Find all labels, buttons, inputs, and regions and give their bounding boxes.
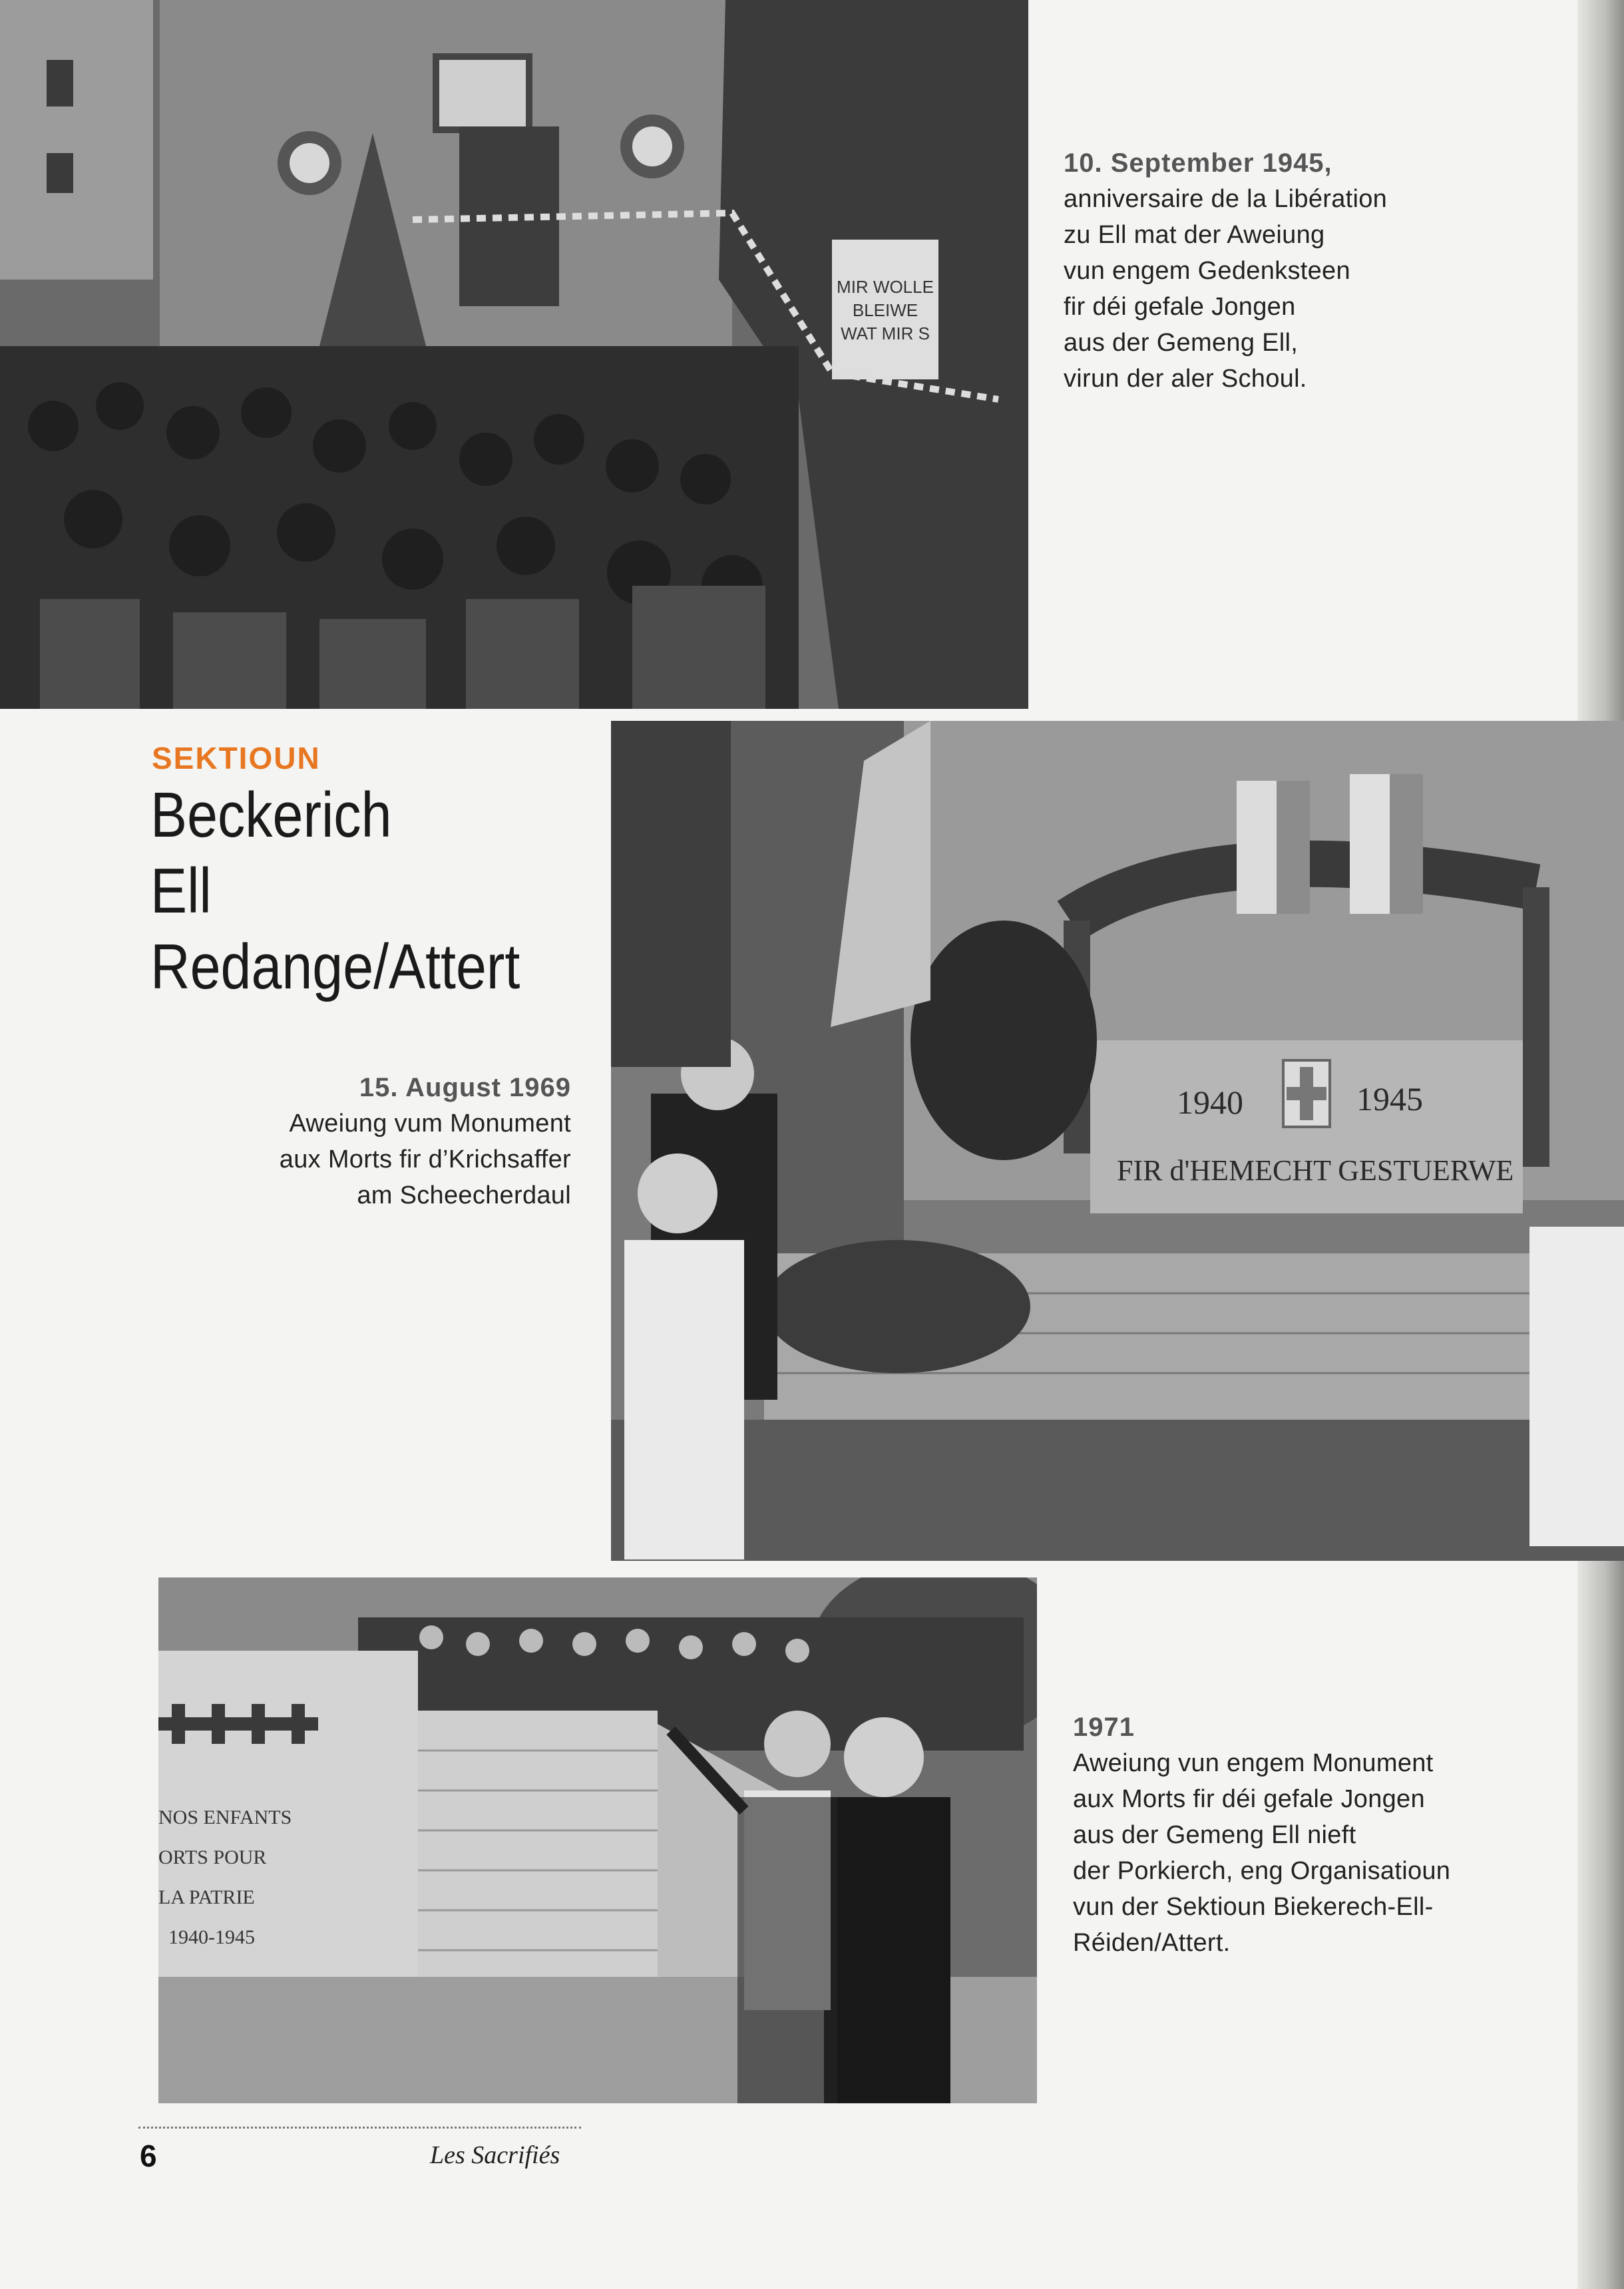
caption-line: aux Morts fir déi gefale Jongen bbox=[1073, 1785, 1425, 1813]
svg-text:LA PATRIE: LA PATRIE bbox=[158, 1886, 255, 1908]
caption-line: virun der aler Schoul. bbox=[1064, 365, 1307, 393]
caption-line: aus der Gemeng Ell nieft bbox=[1073, 1821, 1356, 1849]
svg-text:WAT MIR S: WAT MIR S bbox=[841, 323, 930, 343]
section-title-line: Ell bbox=[150, 855, 212, 927]
caption-date: 15. August 1969 bbox=[359, 1073, 571, 1102]
section-title-line: Beckerich bbox=[150, 779, 392, 851]
photo-1945-ceremony bbox=[0, 0, 1028, 709]
caption-line: fir déi gefale Jongen bbox=[1064, 293, 1296, 321]
caption-line: vun der Sektioun Biekerech-Ell- bbox=[1073, 1893, 1434, 1921]
caption-date: 1971 bbox=[1073, 1713, 1135, 1742]
caption-line: Aweiung vum Monument bbox=[289, 1110, 571, 1138]
footer-rule bbox=[138, 2127, 581, 2129]
section-title-line: Redange/Attert bbox=[150, 931, 520, 1002]
svg-text:1945: 1945 bbox=[1356, 1080, 1423, 1118]
svg-text:NOS ENFANTS: NOS ENFANTS bbox=[158, 1806, 292, 1828]
svg-text:1940: 1940 bbox=[1177, 1084, 1243, 1121]
caption-1969 bbox=[160, 1070, 571, 1213]
monument-inscription: FIR d'HEMECHT GESTUERWE bbox=[1117, 1154, 1514, 1187]
publication-title: Les Sacrifiés bbox=[430, 2141, 560, 2169]
caption-date: 10. September 1945, bbox=[1064, 148, 1332, 178]
svg-text:1940-1945: 1940-1945 bbox=[168, 1926, 255, 1948]
caption-line: aus der Gemeng Ell, bbox=[1064, 329, 1299, 357]
section-label: SEKTIOUN bbox=[152, 741, 321, 775]
caption-line: vun engem Gedenksteen bbox=[1064, 257, 1350, 285]
svg-text:ORTS POUR: ORTS POUR bbox=[158, 1846, 267, 1868]
caption-line: Réiden/Attert. bbox=[1073, 1929, 1231, 1957]
svg-text:BLEIWE: BLEIWE bbox=[852, 300, 918, 320]
page-number: 6 bbox=[140, 2139, 157, 2173]
caption-line: zu Ell mat der Aweiung bbox=[1064, 221, 1325, 249]
photo-1971-monument bbox=[158, 1577, 1037, 2103]
caption-line: am Scheecherdaul bbox=[357, 1181, 571, 1209]
caption-1971 bbox=[1073, 1709, 1552, 1961]
caption-line: der Porkierch, eng Organisatioun bbox=[1073, 1857, 1451, 1885]
section-title bbox=[150, 777, 540, 1005]
caption-line: Aweiung vun engem Monument bbox=[1073, 1749, 1434, 1777]
caption-line: anniversaire de la Libération bbox=[1064, 185, 1388, 213]
caption-line: aux Morts fir d’Krichsaffer bbox=[279, 1145, 571, 1173]
svg-text:MIR WOLLE: MIR WOLLE bbox=[837, 277, 934, 297]
photo-1969-monument bbox=[611, 721, 1624, 1561]
caption-1945 bbox=[1064, 145, 1543, 397]
